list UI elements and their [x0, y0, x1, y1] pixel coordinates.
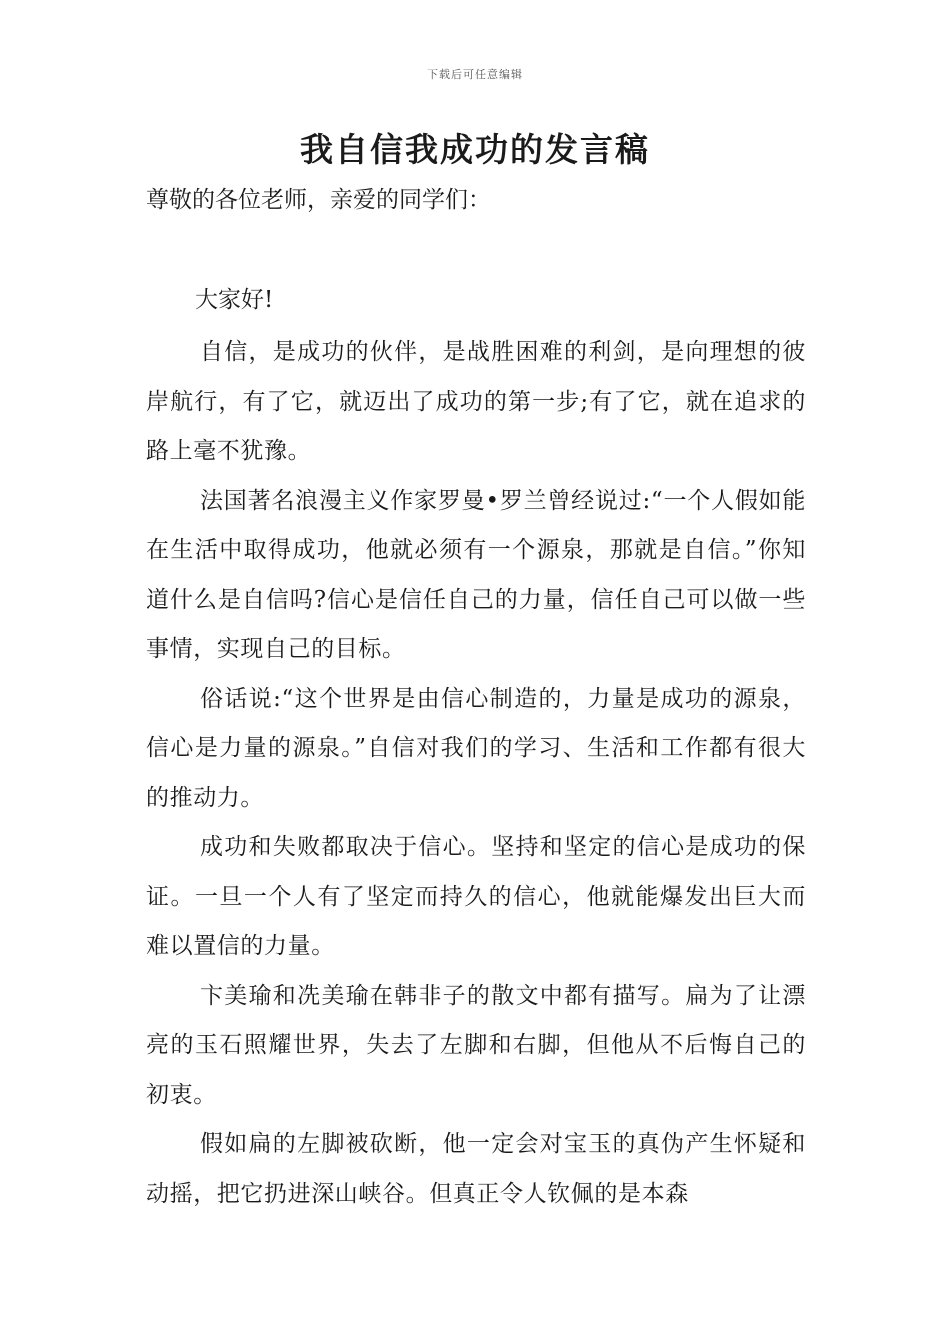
paragraph: 成功和失败都取决于信心。坚持和坚定的信心是成功的保证。一旦一个人有了坚定而持久的信心，他就能爆发出巨大而难以置信的力量。: [146, 834, 806, 959]
body-text: [146, 328, 806, 1219]
paragraph: 自信，是成功的伙伴，是战胜困难的利剑，是向理想的彼岸航行，有了它，就迈出了成功的第一步;有了它，就在追求的路上毫不犹豫。: [146, 339, 806, 464]
salutation: 尊敬的各位老师，亲爱的同学们：: [146, 187, 491, 213]
header-note: 下载后可任意编辑: [427, 68, 523, 81]
paragraph: 俗话说:“这个世界是由信心制造的，力量是成功的源泉，信心是力量的源泉。”自信对我们的学习、生活和工作都有很大的推动力。: [146, 685, 806, 811]
paragraph: 卞美瑜和冼美瑜在韩非子的散文中都有描写。扁为了让漂亮的玉石照耀世界，失去了左脚和右脚，但他从不后悔自己的初衷。: [146, 982, 806, 1108]
document-title: 我自信我成功的发言稿: [300, 130, 650, 169]
greeting: 大家好!: [195, 287, 274, 313]
paragraph: 假如扁的左脚被砍断，他一定会对宝玉的真伪产生怀疑和动摇，把它扔进深山峡谷。但真正令人钦佩的是本森: [146, 1131, 806, 1207]
paragraph: 法国著名浪漫主义作家罗曼•罗兰曾经说过:“一个人假如能在生活中取得成功，他就必须有一个源泉，那就是自信。”你知道什么是自信吗?信心是信任自己的力量，信任自己可以做一些事情，实现自己的目标。: [146, 487, 806, 662]
